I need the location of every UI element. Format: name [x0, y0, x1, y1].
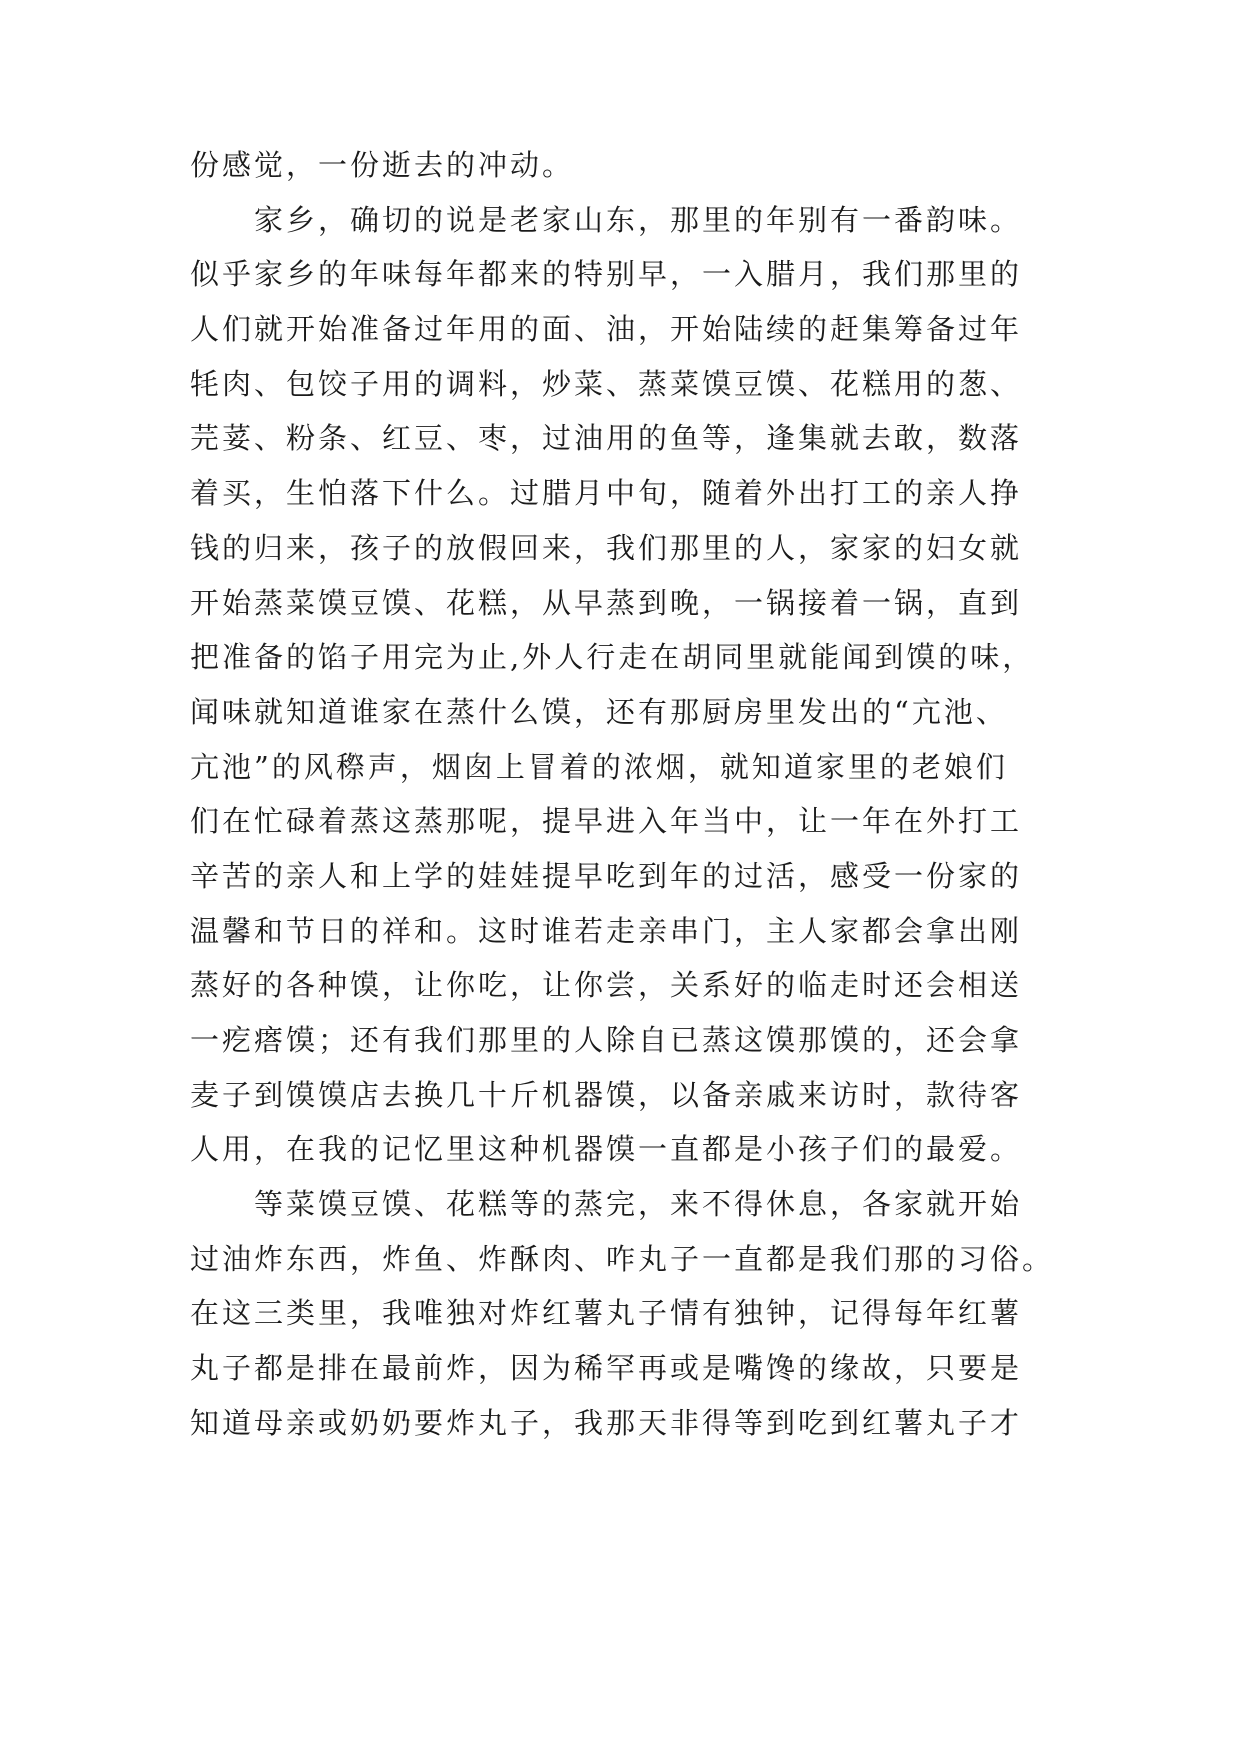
text-line: 麦子到馍馍店去换几十斤机器馍，以备亲戚来访时，款待客 — [190, 1077, 1023, 1112]
paragraph-first-line: 家乡，确切的说是老家山东，那里的年别有一番韵味。 — [254, 202, 1023, 237]
text-line: 着买，生怕落下什么。过腊月中旬，随着外出打工的亲人挣 — [190, 476, 1023, 511]
text-line: 把准备的馅子用完为止,外人行走在胡同里就能闻到馍的味， — [190, 640, 1035, 675]
text-line: 温馨和节日的祥和。这时谁若走亲串门，主人家都会拿出刚 — [190, 913, 1023, 948]
body-text — [190, 138, 1070, 1451]
text-line: 一疙瘩馍；还有我们那里的人除自已蒸这馍那馍的，还会拿 — [190, 1023, 1023, 1057]
text-line: 人用，在我的记忆里这种机器馍一直都是小孩子们的最爱。 — [190, 1132, 1023, 1167]
text-line: 亢池”的风穄声，烟囱上冒着的浓烟，就知道家里的老娘们 — [190, 749, 1008, 784]
text-line: 似乎家乡的年味每年都来的特别早，一入腊月，我们那里的 — [190, 257, 1023, 292]
text-line: 芫荽、粉条、红豆、枣，过油用的鱼等，逢集就去敢，数落 — [190, 421, 1023, 456]
text-line: 牦肉、包饺子用的调料，炒菜、蒸菜馍豆馍、花糕用的葱、 — [190, 366, 1023, 401]
text-line: 丸子都是排在最前炸，因为稀罕再或是嘴馋的缘故，只要是 — [190, 1351, 1023, 1386]
text-line: 知道母亲或奶奶要炸丸子，我那天非得等到吃到红薯丸子才 — [190, 1405, 1023, 1440]
paragraph-first-line: 等菜馍豆馍、花糕等的蒸完，来不得休息，各家就开始 — [254, 1187, 1023, 1222]
text-line: 辛苦的亲人和上学的娃娃提早吃到年的过活，感受一份家的 — [190, 858, 1023, 893]
text-line: 钱的归来，孩子的放假回来，我们那里的人，家家的妇女就 — [190, 530, 1023, 565]
text-line: 蒸好的各种馍，让你吃，让你尝，关系好的临走时还会相送 — [190, 968, 1023, 1003]
text-line: 们在忙碌着蒸这蒸那呢，提早进入年当中，让一年在外打工 — [190, 804, 1023, 839]
text-line: 人们就开始准备过年用的面、油，开始陆续的赶集筹备过年 — [190, 312, 1023, 347]
text-line: 份感觉，一份逝去的冲动。 — [190, 148, 575, 182]
text-line: 开始蒸菜馍豆馍、花糕，从早蒸到晚，一锅接着一锅，直到 — [190, 585, 1023, 620]
text-line: 在这三类里，我唯独对炸红薯丸子情有独钟，记得每年红薯 — [190, 1296, 1023, 1331]
text-line: 闻味就知道谁家在蒸什么馍，还有那厨房里发出的“亢池、 — [190, 694, 1008, 729]
text-line: 过油炸东西，炸鱼、炸酥肉、咋丸子一直都是我们那的习俗。 — [190, 1241, 1055, 1276]
